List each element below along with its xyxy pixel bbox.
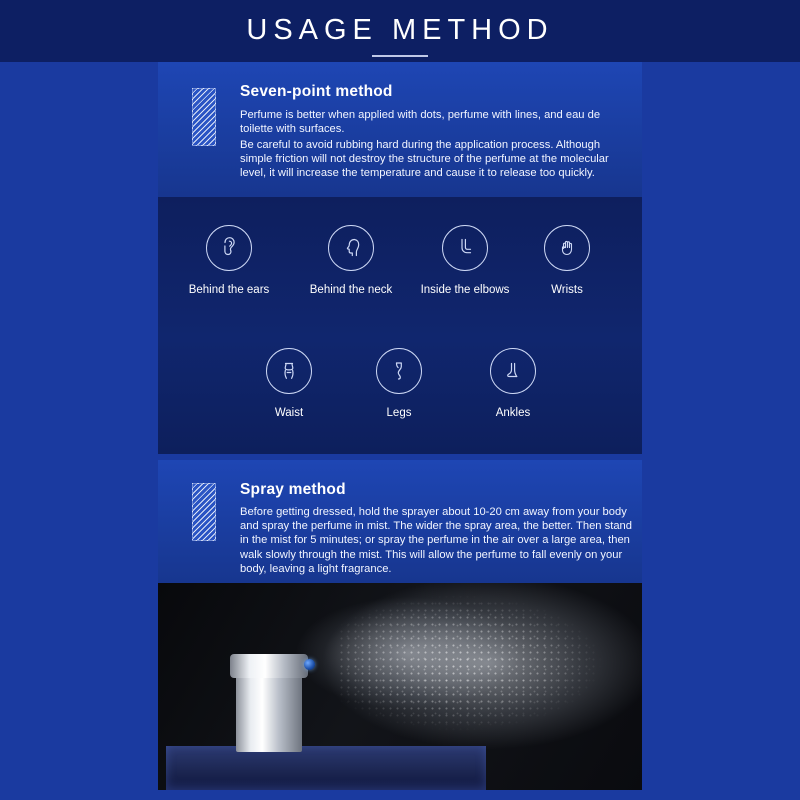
section-tag-icon: [192, 483, 216, 541]
seven-point-title: Seven-point method: [240, 83, 393, 100]
perfume-bottle-base: [166, 746, 486, 790]
application-point-label: Behind the neck: [309, 284, 393, 296]
application-point-label: Wrists: [551, 284, 583, 296]
seven-point-paragraph-2: Be careful to avoid rubbing hard during the application process. Although simple friction will not destroy the structure of the perfume at the molecular level, it will increase the temperature and cause it to release too quickly.: [240, 139, 609, 180]
sprayer-cap: [230, 654, 308, 678]
head-neck-icon: [328, 225, 374, 271]
leg-icon: [376, 348, 422, 394]
title-underline-rule: [372, 55, 428, 57]
waist-icon: [266, 348, 312, 394]
ear-icon: [206, 225, 252, 271]
sprayer-nozzle-icon: [304, 659, 315, 670]
hand-wrist-icon: [544, 225, 590, 271]
spray-method-paragraph-1: Before getting dressed, hold the sprayer about 10-20 cm away from your body and spray the perfume in mist. The wider the spray area, the better. Then stand in the mist for 5 minutes; or spray the perfume in the air over a large area, then walk slowly through the mist. This will allow the perfume to fall evenly on your body, leaving a light fragrance.: [240, 506, 632, 575]
application-point-ankles: [456, 348, 570, 419]
application-point-behind-the-ears: [170, 225, 288, 296]
application-point-label: Inside the elbows: [420, 284, 510, 296]
application-point-inside-the-elbows: [406, 225, 524, 296]
sprayer-body: [236, 674, 302, 752]
application-point-legs: [342, 348, 456, 419]
seven-point-paragraph-1: Perfume is better when applied with dots, perfume with lines, and eau de toilette with surfaces.: [240, 109, 601, 136]
application-point-behind-the-neck: [292, 225, 410, 296]
page-header: [0, 0, 800, 62]
application-point-label: Behind the ears: [188, 284, 270, 296]
application-point-waist: [232, 348, 346, 419]
mist-spray-particles: [338, 593, 642, 753]
spray-method-title: Spray method: [240, 481, 346, 498]
application-point-label: Waist: [274, 407, 304, 419]
application-point-wrists: [512, 225, 622, 296]
perfume-sprayer-mist-photo: [158, 583, 642, 790]
elbow-icon: [442, 225, 488, 271]
application-point-label: Legs: [386, 407, 412, 419]
ankle-icon: [490, 348, 536, 394]
application-point-label: Ankles: [495, 407, 531, 419]
page-title: USAGE METHOD: [246, 14, 554, 46]
section-tag-icon: [192, 88, 216, 146]
